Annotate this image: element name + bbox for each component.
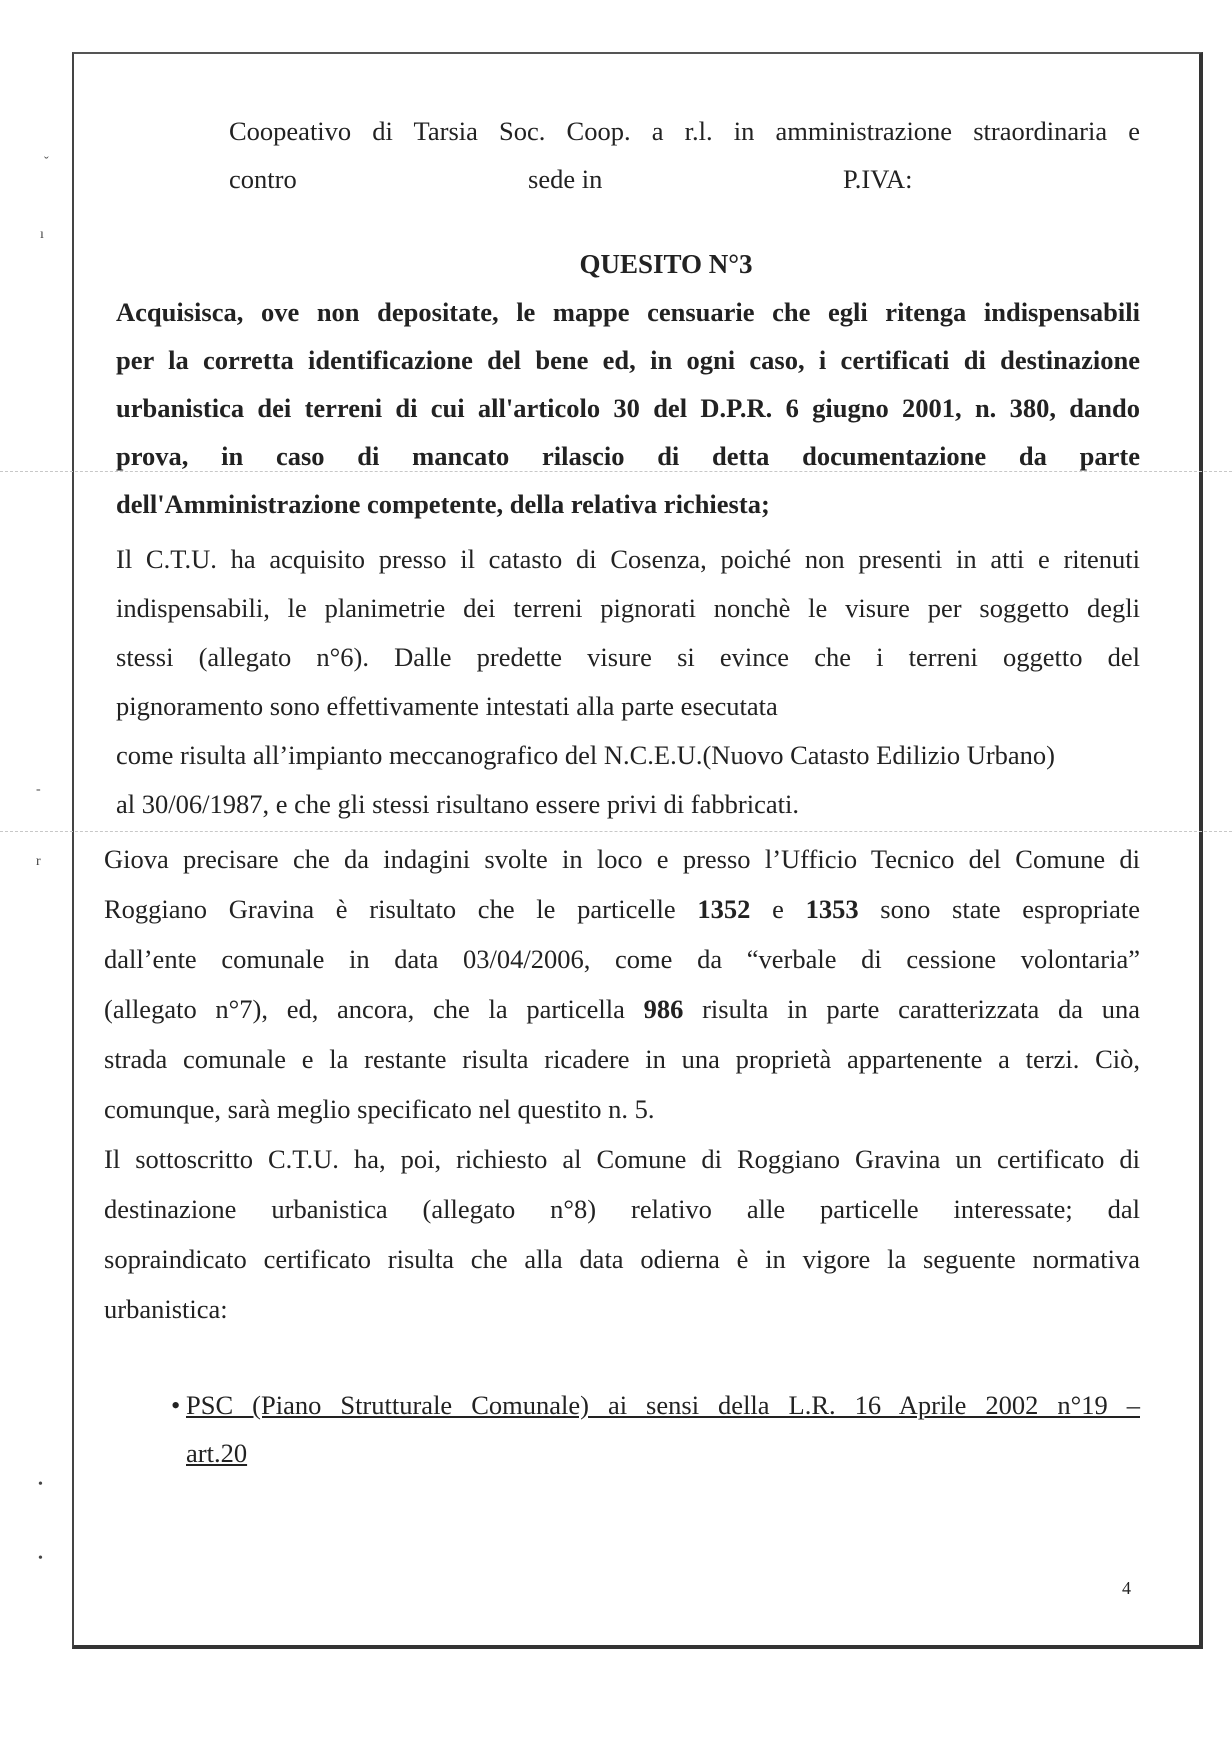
quesito-title: QUESITO N°3 [579, 249, 753, 279]
paragraph-line: dall’ente comunale in data 03/04/2006, come da “verbale di cessione volontaria” [104, 944, 1140, 974]
quesito-line: prova, in caso di mancato rilascio di detta documentazione da parte [116, 441, 1140, 471]
quesito-line: per la corretta identificazione del bene ed, in ogni caso, i certificati di destinazione [116, 345, 1140, 375]
quesito-line: urbanistica dei terreni di cui all'articolo 30 del D.P.R. 6 giugno 2001, n. 380, dando [116, 393, 1140, 423]
header-contro: contro [229, 164, 297, 194]
scan-fold-line [0, 831, 1232, 832]
paragraph-line: come risulta all’impianto meccanografico del N.C.E.U.(Nuovo Catasto Edilizio Urbano) [116, 740, 1056, 770]
bullet-text: art.20 [186, 1438, 248, 1468]
header-piva: P.IVA: [843, 164, 913, 194]
paragraph-line: urbanistica: [104, 1294, 228, 1324]
scan-speck: - [36, 782, 41, 797]
paragraph-line: comunque, sarà meglio specificato nel questito n. 5. [104, 1094, 655, 1124]
paragraph-line: (allegato n°7), ed, ancora, che la particella 986 risulta in parte caratterizzata da una [104, 994, 1140, 1024]
paragraph-line: Giova precisare che da indagini svolte in loco e presso l’Ufficio Tecnico del Comune di [104, 844, 1140, 874]
quesito-line: dell'Amministrazione competente, della relativa richiesta; [116, 489, 770, 519]
header-sede: sede in [528, 164, 603, 194]
page-number: 4 [1122, 1578, 1131, 1598]
scan-speck: • [38, 1551, 43, 1566]
paragraph-line: strada comunale e la restante risulta ricadere in una proprietà appartenente a terzi. Ciò, [104, 1044, 1140, 1074]
paragraph-line: stessi (allegato n°6). Dalle predette visure si evince che i terreni oggetto del [116, 642, 1140, 672]
paragraph-line: destinazione urbanistica (allegato n°8) relativo alle particelle interessate; dal [104, 1194, 1140, 1224]
scan-speck: ˇ [44, 155, 49, 170]
header-line: Coopeativo di Tarsia Soc. Coop. a r.l. in amministrazione straordinaria e [229, 116, 1140, 146]
paragraph-line: pignoramento sono effettivamente intestati alla parte esecutata [116, 691, 778, 721]
bullet-symbol: • [171, 1390, 181, 1420]
scan-speck: r [36, 854, 41, 869]
paragraph-line: sopraindicato certificato risulta che alla data odierna è in vigore la seguente normativa [104, 1244, 1140, 1274]
bullet-text: PSC (Piano Strutturale Comunale) ai sensi della L.R. 16 Aprile 2002 n°19 – [186, 1390, 1140, 1420]
paragraph-line: Il sottoscritto C.T.U. ha, poi, richiesto al Comune di Roggiano Gravina un certificato di [104, 1144, 1140, 1174]
paragraph-line: al 30/06/1987, e che gli stessi risultano essere privi di fabbricati. [116, 789, 799, 819]
paragraph-line: Roggiano Gravina è risultato che le particelle 1352 e 1353 sono state espropriate [104, 894, 1141, 924]
scan-speck: ı [40, 227, 44, 242]
scan-speck: • [38, 1477, 43, 1492]
quesito-line: Acquisisca, ove non depositate, le mappe censuarie che egli ritenga indispensabili [116, 297, 1140, 327]
paragraph-line: indispensabili, le planimetrie dei terreni pignorati nonchè le visure per soggetto degli [116, 593, 1140, 623]
paragraph-line: Il C.T.U. ha acquisito presso il catasto di Cosenza, poiché non presenti in atti e ritenuti [116, 544, 1140, 574]
